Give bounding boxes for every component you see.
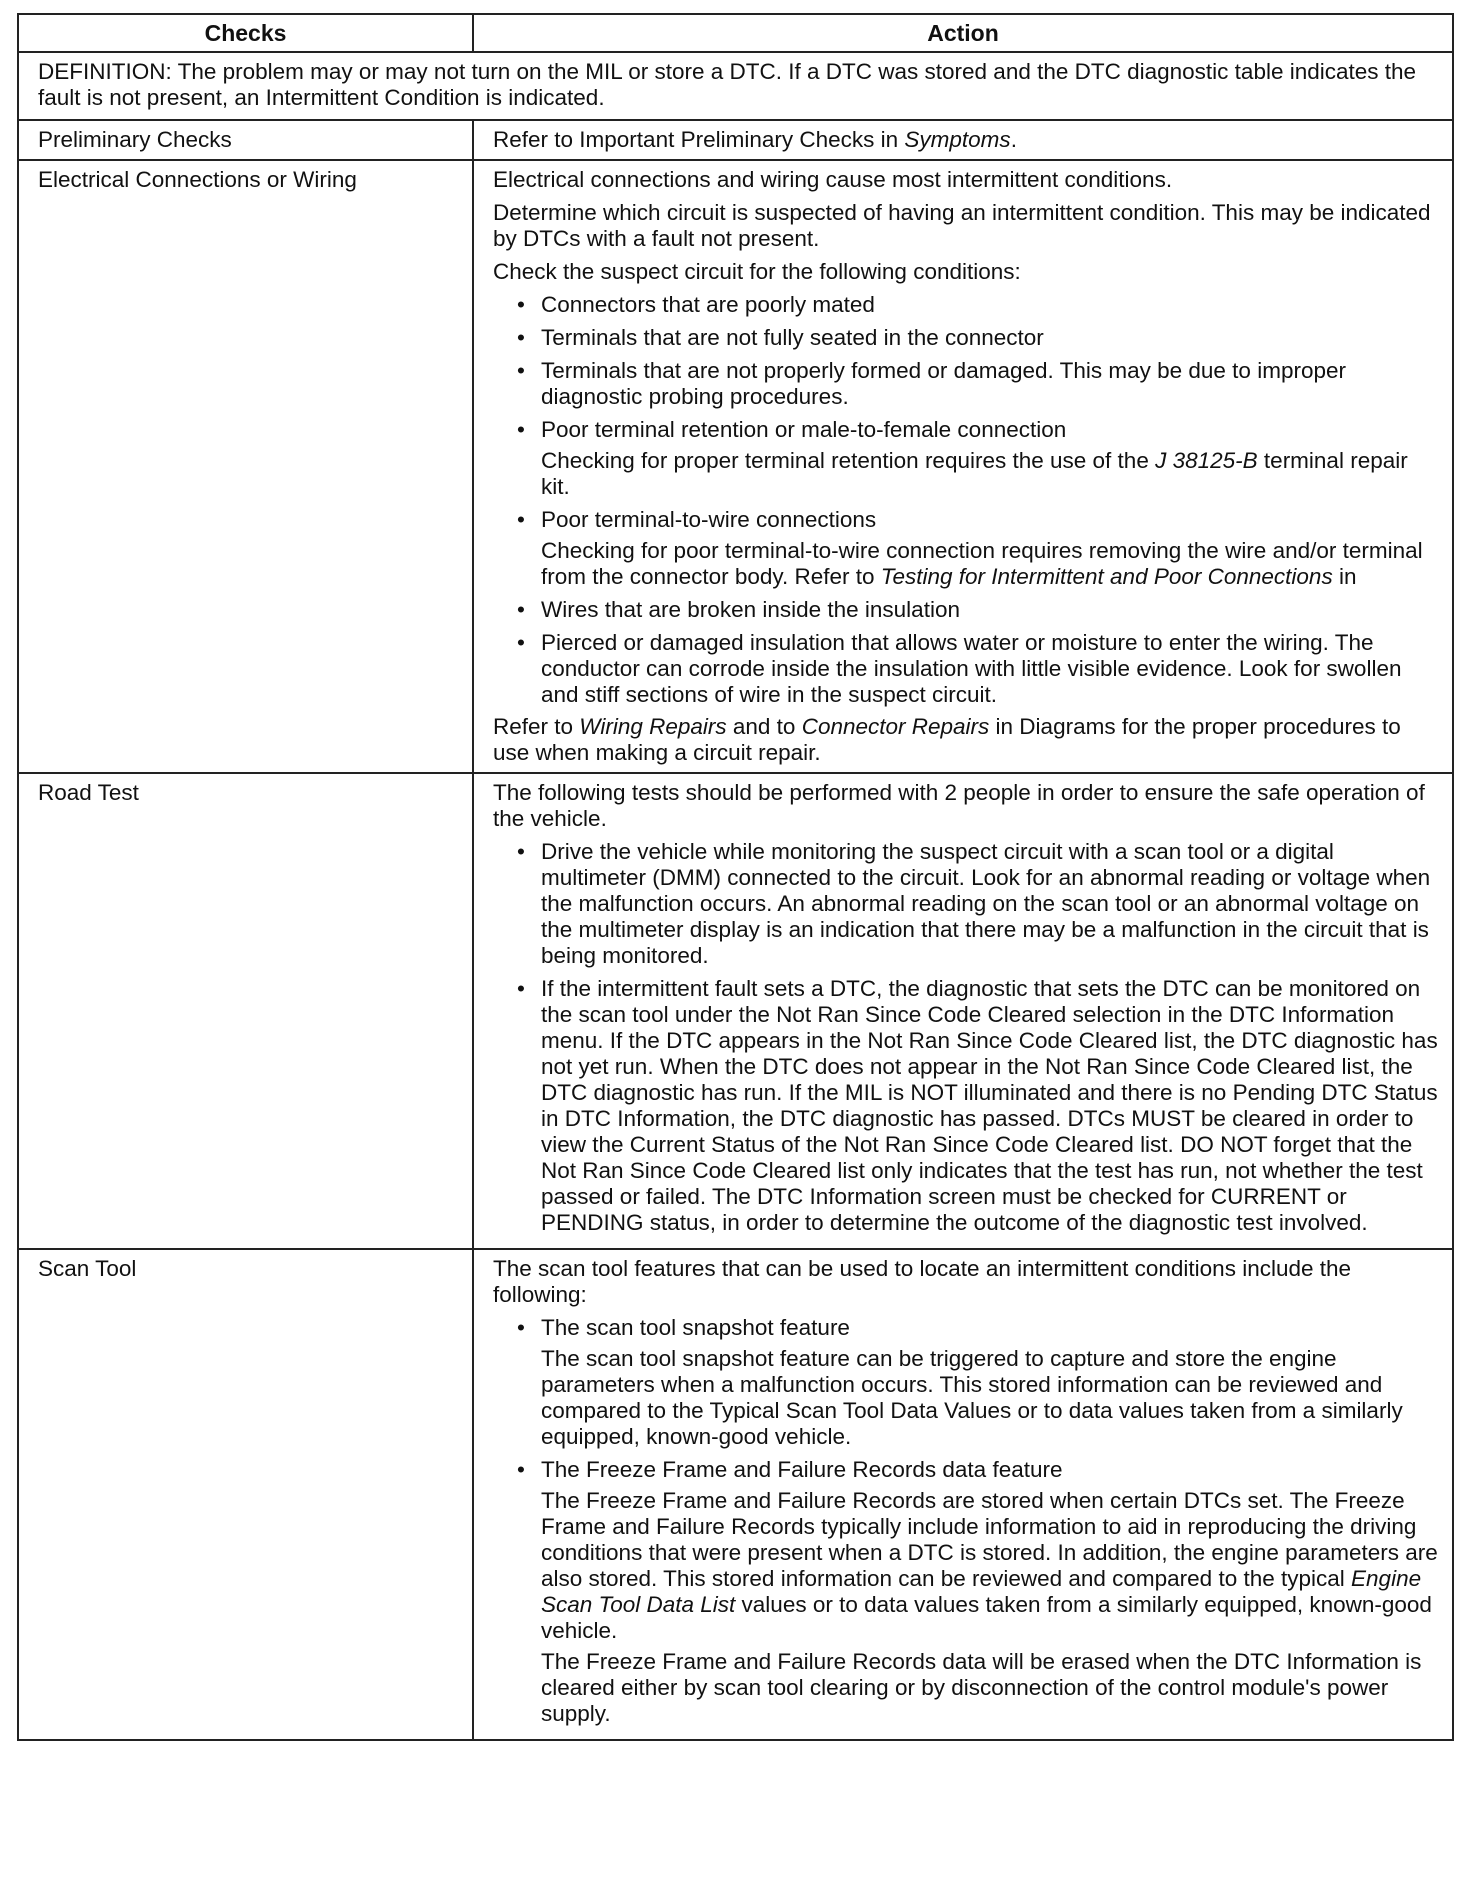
text-run: values or to data values taken from a similarly equipped, known-good vehicle. bbox=[541, 1592, 1432, 1643]
text-run: Checking for poor terminal-to-wire connection requires removing the wire and/or terminal from the connector body. Refer to bbox=[541, 538, 1423, 589]
list-item bbox=[517, 839, 1440, 969]
list-item bbox=[517, 1315, 1440, 1450]
list-item bbox=[517, 976, 1440, 1236]
table-row-scan-tool bbox=[18, 1249, 1453, 1740]
list-item bbox=[517, 358, 1440, 410]
list-item-subtext bbox=[541, 1488, 1440, 1644]
table-row-preliminary-checks bbox=[18, 120, 1453, 160]
text-run: in bbox=[1332, 564, 1357, 589]
list-item bbox=[517, 325, 1440, 351]
scan-tool-features-list bbox=[493, 1315, 1440, 1727]
bullet-icon: • bbox=[517, 292, 525, 317]
bullet-icon: • bbox=[517, 1315, 525, 1340]
bullet-icon: • bbox=[517, 358, 525, 383]
action-column-header: Action bbox=[473, 14, 1453, 52]
text-run: in Diagrams for the proper procedures to use when making a circuit repair. bbox=[493, 714, 1401, 765]
action-paragraph: Electrical connections and wiring cause most intermittent conditions. bbox=[493, 167, 1173, 192]
text-run: Checking for proper terminal retention requires the use of the bbox=[541, 448, 1156, 473]
list-item-text: Connectors that are poorly mated bbox=[541, 292, 875, 317]
reference-link-testing-intermittent[interactable]: Testing for Intermittent and Poor Connections bbox=[880, 564, 1333, 589]
intermittent-conditions-table bbox=[17, 13, 1454, 1741]
definition-text: DEFINITION: The problem may or may not turn on the MIL or store a DTC. If a DTC was stored and the DTC diagnostic table indicates the fault is not present, an Intermittent Condition is indicated. bbox=[18, 52, 1453, 120]
bullet-icon: • bbox=[517, 507, 525, 532]
list-item-text: Poor terminal-to-wire connections bbox=[541, 507, 877, 532]
checks-column-header: Checks bbox=[18, 14, 473, 52]
list-item-text: Pierced or damaged insulation that allows water or moisture to enter the wiring. The conductor can corrode inside the insulation with little visible evidence. Look for swollen and stiff sections of wire in the suspect circuit. bbox=[541, 630, 1402, 707]
check-label: Scan Tool bbox=[18, 1249, 473, 1740]
action-cell bbox=[473, 773, 1453, 1249]
reference-link-connector-repairs[interactable]: Connector Repairs bbox=[801, 714, 990, 739]
table-row-road-test bbox=[18, 773, 1453, 1249]
diagnostic-document bbox=[17, 13, 1452, 1741]
tool-reference: J 38125-B bbox=[1155, 448, 1258, 473]
bullet-icon: • bbox=[517, 630, 525, 655]
action-paragraph: The following tests should be performed with 2 people in order to ensure the safe operation of the vehicle. bbox=[493, 780, 1425, 831]
action-paragraph bbox=[493, 714, 1440, 766]
text-run: . bbox=[1010, 127, 1017, 152]
list-item bbox=[517, 417, 1440, 500]
text-run: Refer to Important Preliminary Checks in bbox=[493, 127, 905, 152]
action-cell bbox=[473, 160, 1453, 773]
reference-link-engine-scan-tool-data-list[interactable]: Engine Scan Tool Data List bbox=[541, 1566, 1422, 1617]
action-paragraph bbox=[493, 127, 1440, 153]
bullet-icon: • bbox=[517, 597, 525, 622]
table-header-row bbox=[18, 14, 1453, 52]
list-item-subtext bbox=[541, 448, 1440, 500]
reference-link-wiring-repairs[interactable]: Wiring Repairs bbox=[579, 714, 727, 739]
bullet-icon: • bbox=[517, 839, 525, 864]
check-label: Road Test bbox=[18, 773, 473, 1249]
list-item bbox=[517, 507, 1440, 590]
list-item-subtext: The scan tool snapshot feature can be triggered to capture and store the engine parameters when a malfunction occurs. This stored information can be reviewed and compared to the Typical Scan Tool Data Values or to data values taken from a similarly equipped, known-good vehicle. bbox=[541, 1346, 1403, 1449]
action-paragraph: Determine which circuit is suspected of having an intermittent condition. This may be indicated by DTCs with a fault not present. bbox=[493, 200, 1431, 251]
text-run: terminal repair kit. bbox=[541, 448, 1408, 499]
list-item-text: The scan tool snapshot feature bbox=[541, 1315, 850, 1340]
list-item-subtext: The Freeze Frame and Failure Records data will be erased when the DTC Information is cleared either by scan tool clearing or by disconnection of the control module's power supply. bbox=[541, 1649, 1422, 1726]
list-item-text: Wires that are broken inside the insulation bbox=[541, 597, 960, 622]
list-item-subtext bbox=[541, 538, 1440, 590]
action-cell bbox=[473, 120, 1453, 160]
text-run: The Freeze Frame and Failure Records are stored when certain DTCs set. The Freeze Frame and Failure Records typically include information to aid in reproducing the driving conditions that were present when a DTC is stored. In addition, the engine parameters are also stored. This stored information can be reviewed and compared to the typical bbox=[541, 1488, 1438, 1591]
list-item bbox=[517, 292, 1440, 318]
list-item-text: Terminals that are not fully seated in the connector bbox=[541, 325, 1044, 350]
bullet-icon: • bbox=[517, 1457, 525, 1482]
text-run: Refer to bbox=[493, 714, 580, 739]
list-item-text: The Freeze Frame and Failure Records data feature bbox=[541, 1457, 1063, 1482]
action-paragraph: The scan tool features that can be used to locate an intermittent conditions include the following: bbox=[493, 1256, 1352, 1307]
list-item bbox=[517, 630, 1440, 708]
bullet-icon: • bbox=[517, 417, 525, 442]
reference-link-symptoms[interactable]: Symptoms bbox=[904, 127, 1011, 152]
list-item bbox=[517, 1457, 1440, 1727]
conditions-list bbox=[493, 292, 1440, 708]
list-item-text: Drive the vehicle while monitoring the suspect circuit with a scan tool or a digital multimeter (DMM) connected to the circuit. Look for an abnormal reading or voltage when the malfunction occurs. An abnormal reading on the scan tool or an abnormal voltage on the multimeter display is an indication that there may be a malfunction in the circuit that is being monitored. bbox=[541, 839, 1431, 968]
check-label: Electrical Connections or Wiring bbox=[18, 160, 473, 773]
action-paragraph: Check the suspect circuit for the following conditions: bbox=[493, 259, 1021, 284]
list-item-text: If the intermittent fault sets a DTC, the diagnostic that sets the DTC can be monitored on the scan tool under the Not Ran Since Code Cleared selection in the DTC Information menu. If the DTC appears in the Not Ran Since Code Cleared list, the DTC diagnostic has not yet run. When the DTC does not appear in the Not Ran Since Code Cleared list, the DTC diagnostic has run. If the MIL is NOT illuminated and there is no Pending DTC Status in DTC Information, the DTC diagnostic has passed. DTCs MUST be cleared in order to view the Current Status of the Not Ran Since Code Cleared list. DO NOT forget that the Not Ran Since Code Cleared list only indicates that the test has run, not whether the test passed or failed. The DTC Information screen must be checked for CURRENT or PENDING status, in order to determine the outcome of the diagnostic test involved. bbox=[541, 976, 1438, 1235]
action-cell bbox=[473, 1249, 1453, 1740]
list-item-text: Poor terminal retention or male-to-female connection bbox=[541, 417, 1067, 442]
list-item bbox=[517, 597, 1440, 623]
bullet-icon: • bbox=[517, 976, 525, 1001]
table-row-electrical-connections bbox=[18, 160, 1453, 773]
list-item-text: Terminals that are not properly formed or damaged. This may be due to improper diagnostic probing procedures. bbox=[541, 358, 1346, 409]
definition-row bbox=[18, 52, 1453, 120]
text-run: and to bbox=[726, 714, 802, 739]
bullet-icon: • bbox=[517, 325, 525, 350]
road-test-list bbox=[493, 839, 1440, 1236]
check-label: Preliminary Checks bbox=[18, 120, 473, 160]
